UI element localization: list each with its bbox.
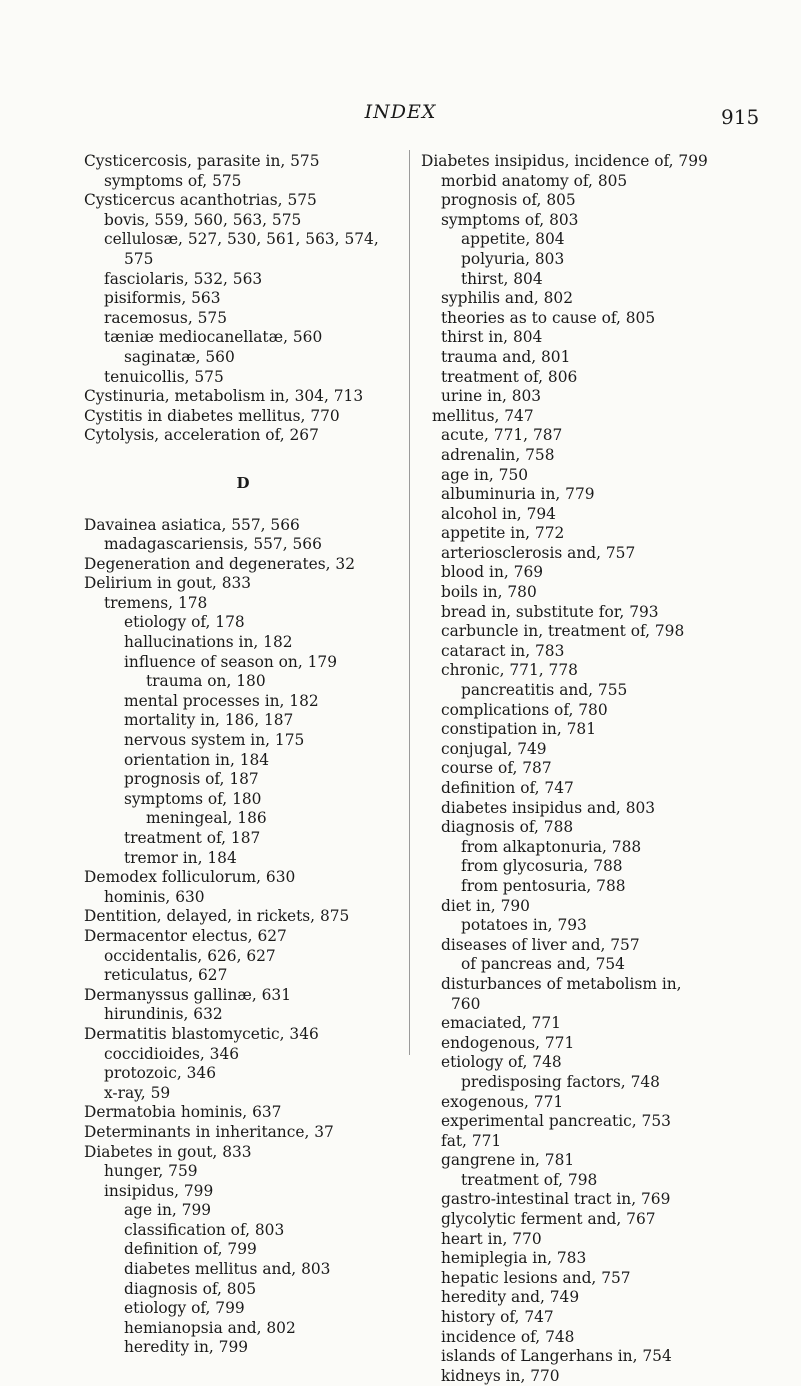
index-subentry: blood in, 769 <box>441 563 544 582</box>
index-subentry: prognosis of, 187 <box>124 770 259 789</box>
index-subentry: urine in, 803 <box>441 387 542 406</box>
index-subentry: 760 <box>451 994 481 1013</box>
index-subentry: bread in, substitute for, 793 <box>441 602 659 621</box>
index-entry: Cysticercosis, parasite in, 575 <box>84 152 320 170</box>
index-subentry: carbuncle in, treatment of, 798 <box>441 622 685 641</box>
index-subentry: history of, 747 <box>441 1308 554 1327</box>
index-subentry: diagnosis of, 788 <box>441 818 574 837</box>
index-subentry: conjugal, 749 <box>441 739 547 758</box>
index-subentry: etiology of, 748 <box>441 1053 562 1072</box>
index-subentry: thirst, 804 <box>461 269 543 288</box>
index-subentry: hepatic lesions and, 757 <box>441 1268 631 1287</box>
index-subentry: etiology of, 178 <box>124 613 245 632</box>
index-subentry: kidneys in, 770 <box>441 1366 560 1385</box>
index-subentry: tæniæ mediocanellatæ, 560 <box>104 328 323 347</box>
index-subentry: from pentosuria, 788 <box>461 876 626 895</box>
index-subentry: cellulosæ, 527, 530, 561, 563, 574, <box>104 230 379 249</box>
index-entry: Demodex folliculorum, 630 <box>84 868 296 887</box>
index-subentry: hominis, 630 <box>104 887 205 906</box>
index-subentry: adrenalin, 758 <box>441 445 555 464</box>
index-subentry: hemiplegia in, 783 <box>441 1249 587 1268</box>
index-subentry: of pancreas and, 754 <box>461 955 625 974</box>
index-column-right <box>421 152 793 1386</box>
index-subentry: theories as to cause of, 805 <box>441 308 656 327</box>
index-subentry: gangrene in, 781 <box>441 1151 575 1170</box>
index-subentry: trauma on, 180 <box>146 672 266 691</box>
index-subentry: glycolytic ferment and, 767 <box>441 1210 656 1229</box>
index-subentry: symptoms of, 575 <box>104 171 242 190</box>
index-entry: Dermacentor electus, 627 <box>84 926 287 945</box>
index-subentry: trauma and, 801 <box>441 347 571 366</box>
index-subentry: protozoic, 346 <box>104 1064 217 1083</box>
index-subentry: appetite, 804 <box>461 230 565 249</box>
index-subentry: mellitus, 747 <box>432 406 534 425</box>
index-subentry: disturbances of metabolism in, <box>441 974 682 993</box>
index-subentry: hunger, 759 <box>104 1162 198 1181</box>
index-subentry: bovis, 559, 560, 563, 575 <box>104 210 302 229</box>
index-subentry: exogenous, 771 <box>441 1092 564 1111</box>
index-subentry: endogenous, 771 <box>441 1033 575 1052</box>
index-subentry: coccidioides, 346 <box>104 1044 240 1063</box>
index-subentry: constipation in, 781 <box>441 720 597 739</box>
index-subentry: mortality in, 186, 187 <box>124 711 294 730</box>
index-subentry: syphilis and, 802 <box>441 289 574 308</box>
index-subentry: etiology of, 799 <box>124 1299 245 1318</box>
index-subentry: chronic, 771, 778 <box>441 661 578 680</box>
index-entry: Degeneration and degenerates, 32 <box>84 554 356 573</box>
index-subentry: experimental pancreatic, 753 <box>441 1112 671 1131</box>
index-subentry: acute, 771, 787 <box>441 426 563 445</box>
index-entry: Davainea asiatica, 557, 566 <box>84 515 300 534</box>
index-subentry: hallucinations in, 182 <box>124 633 293 652</box>
index-subentry: hemianopsia and, 802 <box>124 1318 296 1337</box>
index-subentry: cataract in, 783 <box>441 641 565 660</box>
index-entry: Dermatitis blastomycetic, 346 <box>84 1024 319 1043</box>
index-subentry: islands of Langerhans in, 754 <box>441 1347 672 1366</box>
index-subentry: definition of, 747 <box>441 779 574 797</box>
index-subentry: diagnosis of, 805 <box>124 1279 257 1298</box>
column-divider <box>409 150 410 1055</box>
index-subentry: occidentalis, 626, 627 <box>104 946 276 965</box>
index-subentry: course of, 787 <box>441 759 552 778</box>
index-subentry: racemosus, 575 <box>104 308 227 327</box>
index-subentry: classification of, 803 <box>124 1220 285 1239</box>
index-subentry: treatment of, 806 <box>441 367 578 386</box>
index-subentry: tremens, 178 <box>104 593 208 612</box>
index-subentry: thirst in, 804 <box>441 328 543 347</box>
index-subentry: reticulatus, 627 <box>104 966 228 985</box>
index-entry: Cystitis in diabetes mellitus, 770 <box>84 406 340 425</box>
index-entries-diabetes <box>421 152 793 1386</box>
index-subentry: x-ray, 59 <box>104 1083 171 1102</box>
index-subentry: arteriosclerosis and, 757 <box>441 543 636 562</box>
index-subentry: insipidus, 799 <box>104 1181 214 1200</box>
index-subentry: fasciolaris, 532, 563 <box>104 269 263 288</box>
index-subentry: heredity in, 799 <box>124 1338 249 1357</box>
index-subentry: albuminuria in, 779 <box>441 485 595 504</box>
index-subentry: heart in, 770 <box>441 1229 542 1248</box>
index-subentry: incidence of, 748 <box>441 1327 575 1346</box>
index-subentry: diabetes mellitus and, 803 <box>124 1260 331 1279</box>
index-entry: Delirium in gout, 833 <box>84 574 252 593</box>
index-subentry: influence of season on, 179 <box>124 652 337 671</box>
index-entry: Dentition, delayed, in rickets, 875 <box>84 907 350 926</box>
index-subentry: mental processes in, 182 <box>124 691 319 710</box>
index-subentry: complications of, 780 <box>441 700 608 719</box>
index-subentry: pancreatitis and, 755 <box>461 681 628 700</box>
index-subentry: hirundinis, 632 <box>104 1005 223 1024</box>
section-letter-heading: D <box>236 473 250 492</box>
index-subentry: from alkaptonuria, 788 <box>461 837 642 856</box>
index-subentry: predisposing factors, 748 <box>461 1072 660 1091</box>
index-subentry: boils in, 780 <box>441 583 537 602</box>
index-subentry: symptoms of, 180 <box>124 789 262 808</box>
index-subentry: polyuria, 803 <box>461 249 565 268</box>
index-subentry: madagascariensis, 557, 566 <box>104 535 322 554</box>
index-subentry: tremor in, 184 <box>124 848 237 867</box>
index-entries-d <box>84 516 402 1359</box>
index-subentry: saginatæ, 560 <box>124 347 235 366</box>
index-subentry: meningeal, 186 <box>146 809 267 828</box>
index-subentry: treatment of, 798 <box>461 1170 598 1189</box>
index-entry: Dermanyssus gallinæ, 631 <box>84 985 292 1004</box>
index-entries-c <box>84 152 402 446</box>
index-subentry: diseases of liver and, 757 <box>441 935 640 954</box>
index-subentry: gastro-intestinal tract in, 769 <box>441 1190 671 1209</box>
index-subentry: age in, 750 <box>441 465 529 484</box>
index-subentry: emaciated, 771 <box>441 1014 561 1033</box>
index-subentry: fat, 771 <box>441 1131 502 1150</box>
index-entry: Diabetes insipidus, incidence of, 799 <box>421 152 708 170</box>
index-subentry: from glycosuria, 788 <box>461 857 623 876</box>
index-subentry: nervous system in, 175 <box>124 731 305 750</box>
index-subentry: prognosis of, 805 <box>441 191 576 210</box>
index-entry: Dermatobia hominis, 637 <box>84 1103 282 1122</box>
index-subentry: symptoms of, 803 <box>441 210 579 229</box>
index-subentry: appetite in, 772 <box>441 524 565 543</box>
index-subentry: morbid anatomy of, 805 <box>441 171 628 190</box>
index-entry: Cystinuria, metabolism in, 304, 713 <box>84 387 364 406</box>
index-subentry: age in, 799 <box>124 1201 212 1220</box>
index-subentry: orientation in, 184 <box>124 750 270 769</box>
index-entry: Cytolysis, acceleration of, 267 <box>84 426 319 445</box>
index-subentry: diet in, 790 <box>441 896 530 915</box>
index-column-left <box>84 152 402 1358</box>
index-subentry: potatoes in, 793 <box>461 916 587 935</box>
index-entry: Diabetes in gout, 833 <box>84 1142 252 1161</box>
index-subentry: pisiformis, 563 <box>104 289 221 308</box>
index-subentry: heredity and, 749 <box>441 1288 580 1307</box>
index-subentry: 575 <box>124 249 154 268</box>
index-subentry: diabetes insipidus and, 803 <box>441 798 656 817</box>
index-subentry: definition of, 799 <box>124 1240 257 1259</box>
index-entry: Cysticercus acanthotrias, 575 <box>84 191 317 210</box>
index-subentry: alcohol in, 794 <box>441 504 556 523</box>
page-number: 915 <box>721 105 760 129</box>
running-title: INDEX <box>364 101 437 123</box>
index-subentry: tenuicollis, 575 <box>104 367 224 386</box>
index-subentry: treatment of, 187 <box>124 829 261 847</box>
index-entry: Determinants in inheritance, 37 <box>84 1122 334 1141</box>
